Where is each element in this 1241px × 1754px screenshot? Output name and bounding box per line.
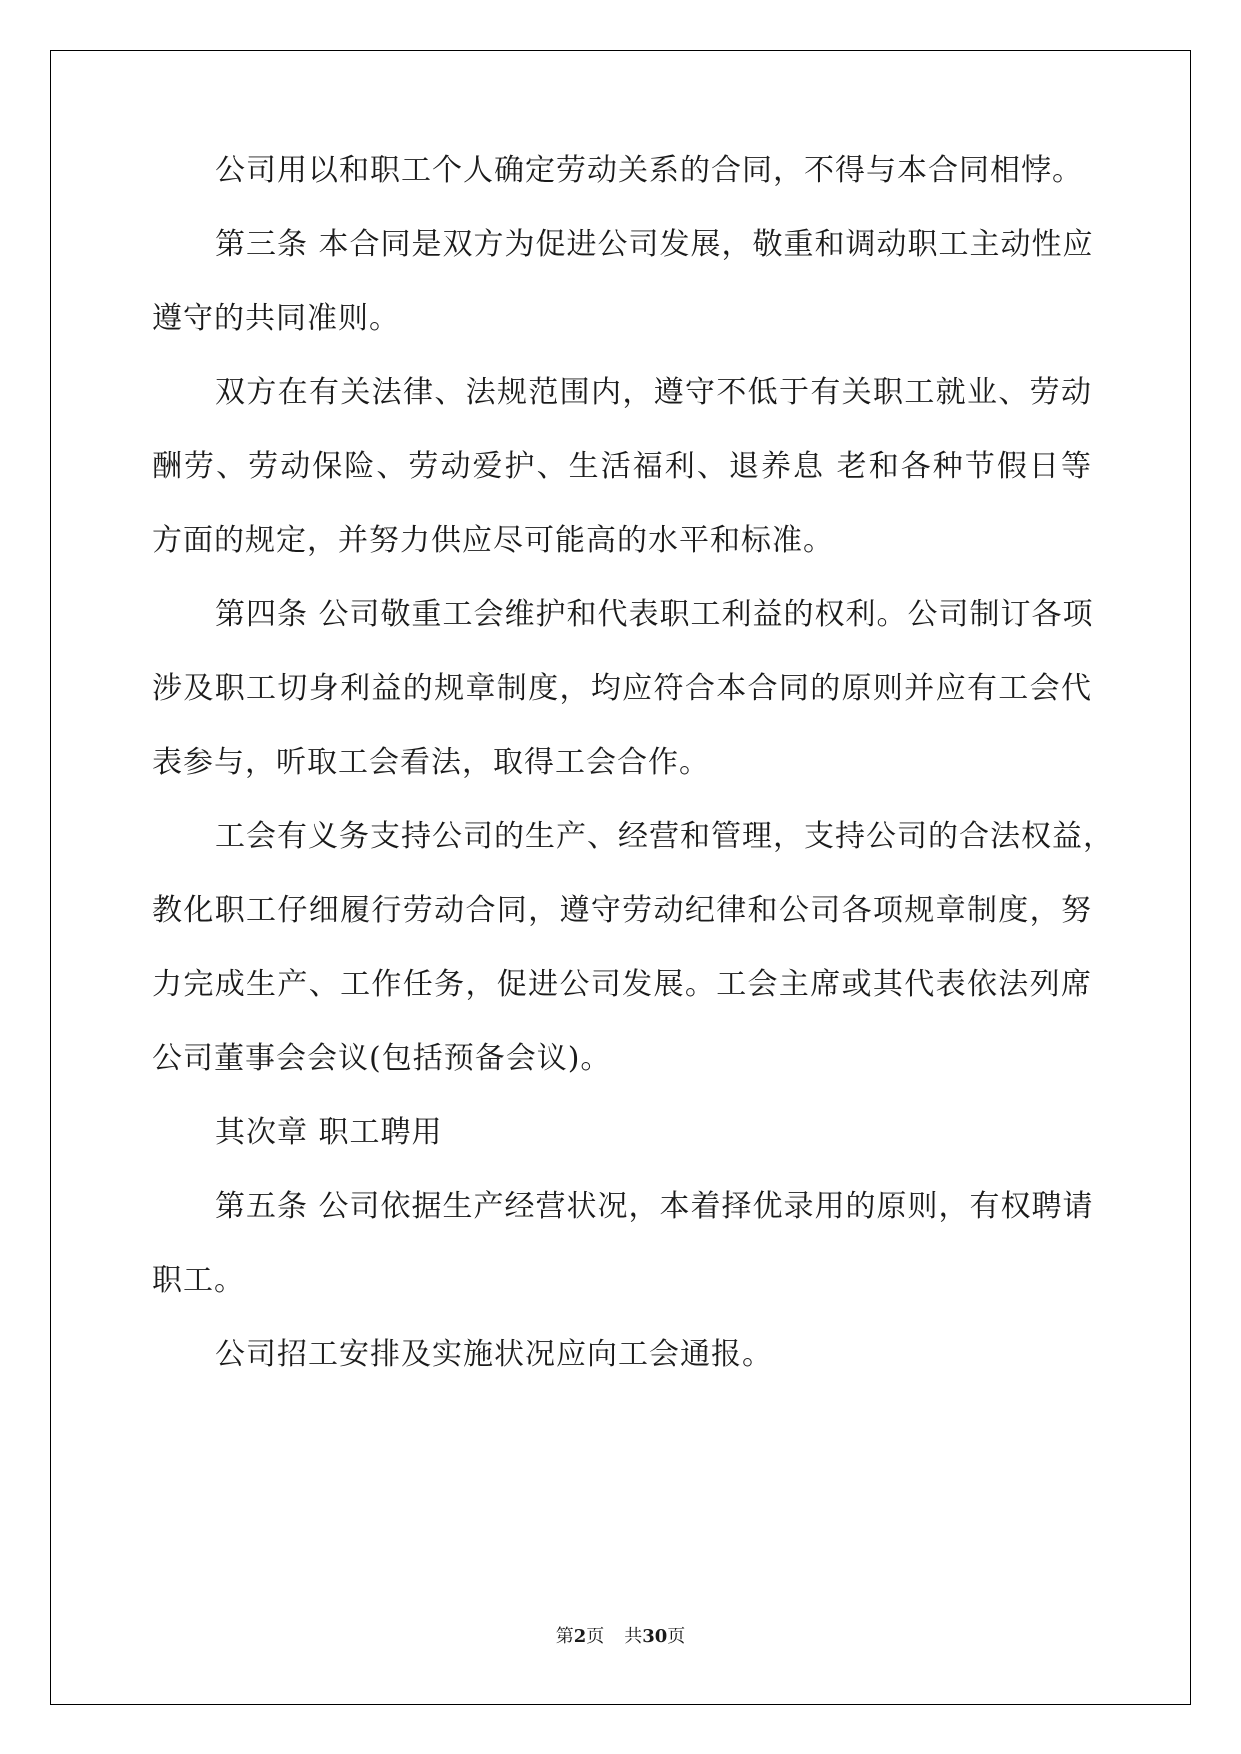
text-line: 双方在有关法律、法规范围内，遵守不低于有关职工就业、劳动 [215, 375, 1092, 410]
text-line: 第五条 公司依据生产经营状况，本着择优录用的原则，有权聘请 [215, 1189, 1094, 1224]
text-line: 工会有义务支持公司的生产、经营和管理，支持公司的合法权益， [215, 819, 1114, 854]
chapter-heading: 其次章 职工聘用 [215, 1115, 443, 1150]
text-line: 酬劳、劳动保险、劳动爱护、生活福利、退养息 老和各种节假日等 [152, 449, 1092, 484]
text-line: 涉及职工切身利益的规章制度，均应符合本合同的原则并应有工会代 [152, 671, 1092, 706]
footer-page-suffix: 页 [586, 1626, 605, 1647]
text-line: 方面的规定，并努力供应尽可能高的水平和标准。 [152, 523, 834, 558]
text-line: 第三条 本合同是双方为促进公司发展，敬重和调动职工主动性应 [215, 227, 1094, 262]
page-footer [0, 1622, 1241, 1648]
footer-total-suffix: 页 [667, 1626, 686, 1647]
current-page-number: 2 [573, 1626, 587, 1647]
text-line: 表参与，听取工会看法，取得工会合作。 [152, 745, 710, 780]
text-line: 公司用以和职工个人确定劳动关系的合同，不得与本合同相悖。 [215, 153, 1083, 188]
text-line: 遵守的共同准则。 [152, 301, 400, 336]
text-line: 公司招工安排及实施状况应向工会通报。 [215, 1337, 773, 1372]
text-line: 力完成生产、工作任务，促进公司发展。工会主席或其代表依法列席 [152, 967, 1092, 1002]
footer-total-prefix: 共 [624, 1626, 643, 1647]
footer-prefix: 第 [555, 1626, 574, 1647]
total-page-count: 30 [642, 1626, 668, 1647]
text-line: 公司董事会会议(包括预备会议)。 [152, 1041, 612, 1076]
text-line: 第四条 公司敬重工会维护和代表职工利益的权利。公司制订各项 [215, 597, 1094, 632]
text-line: 教化职工仔细履行劳动合同，遵守劳动纪律和公司各项规章制度，努 [152, 893, 1092, 928]
text-line: 职工。 [152, 1263, 245, 1298]
